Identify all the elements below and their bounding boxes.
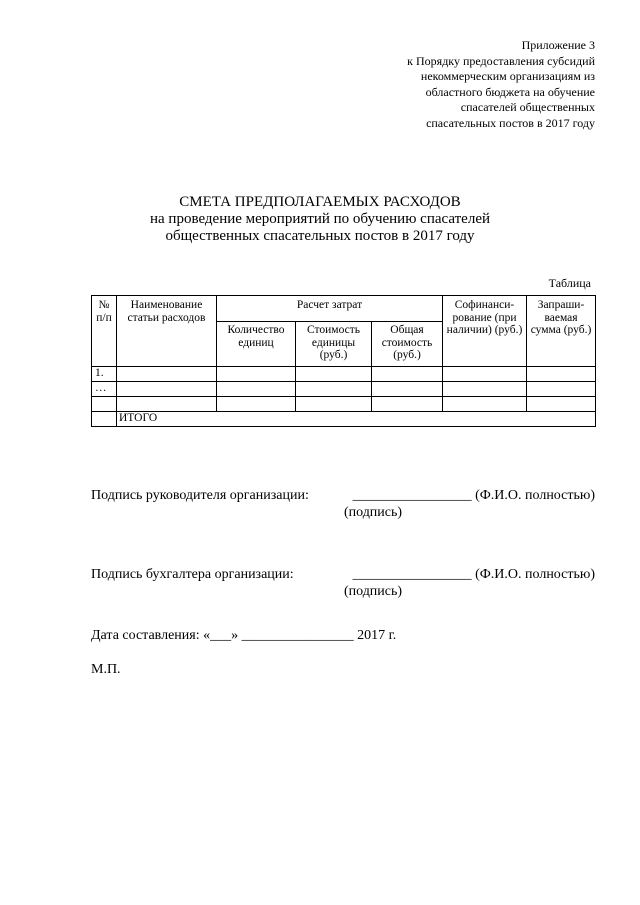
accountant-signature-caption: (подпись) [343,584,403,599]
table-cell [527,397,596,412]
head-signature-caption: (подпись) [343,505,403,520]
table-cell [372,367,443,382]
annex-line: к Порядку предоставления субсидий [407,53,595,68]
document-title [0,194,640,245]
table-row [92,382,596,397]
header-qty: Количество единиц [217,322,296,367]
table-cell [117,397,217,412]
header-cofin: Софинанси-рование (при наличии) (руб.) [443,296,527,367]
table-cell [217,382,296,397]
annex-line: некоммерческим организациям из [420,69,595,83]
table-cell [296,382,372,397]
table-cell [443,367,527,382]
annex-line: спасательных постов в 2017 году [426,115,595,130]
head-fio-label: (Ф.И.О. полностью) [475,488,595,503]
title-line-1: СМЕТА ПРЕДПОЛАГАЕМЫХ РАСХОДОВ [179,194,461,210]
table-row [92,367,596,382]
table-cell [296,397,372,412]
header-total-cost: Общая стоимость (руб.) [372,322,443,367]
annex-block [355,38,595,131]
table-cell [372,382,443,397]
header-num: № п/п [92,296,117,367]
annex-line: Приложение 3 [521,38,595,52]
table-cell [443,397,527,412]
title-line-3: общественных спасательных постов в 2017 году [165,228,475,244]
table-row [92,397,596,412]
row-num: 1. [92,367,117,382]
accountant-fio-label: (Ф.И.О. полностью) [475,567,595,582]
table-cell [527,382,596,397]
total-row [92,412,596,427]
annex-line: спасателей общественных [460,100,595,114]
table-cell [296,367,372,382]
estimate-table [91,295,596,427]
head-signature-line: _________________ [352,488,472,503]
table-cell [443,382,527,397]
annex-line: областного бюджета на обучение [425,84,595,99]
row-num: … [92,382,117,397]
head-signature-label: Подпись руководителя организации: [91,488,309,503]
table-cell [527,367,596,382]
table-cell [117,367,217,382]
header-unit-cost: Стоимость единицы (руб.) [296,322,372,367]
head-signature [91,487,595,521]
row-num [92,397,117,412]
table-cell [117,382,217,397]
compilation-date: Дата составления: «___» ________________ 2017 г. [91,628,397,643]
stamp-place: М.П. [91,662,121,677]
header-requested: Запраши-ваемая сумма (руб.) [527,296,596,367]
title-line-2: на проведение мероприятий по обучению спасателей [149,211,491,227]
table-cell [92,412,117,427]
table-label: Таблица [548,276,591,290]
table-cell [372,397,443,412]
accountant-signature-label: Подпись бухгалтера организации: [91,567,294,582]
total-label: ИТОГО [117,412,596,427]
accountant-signature-line: _________________ [352,567,472,582]
table-cell [217,397,296,412]
header-calc: Расчет затрат [217,296,443,322]
header-name: Наименование статьи расходов [117,296,217,367]
accountant-signature [91,566,595,600]
table-cell [217,367,296,382]
